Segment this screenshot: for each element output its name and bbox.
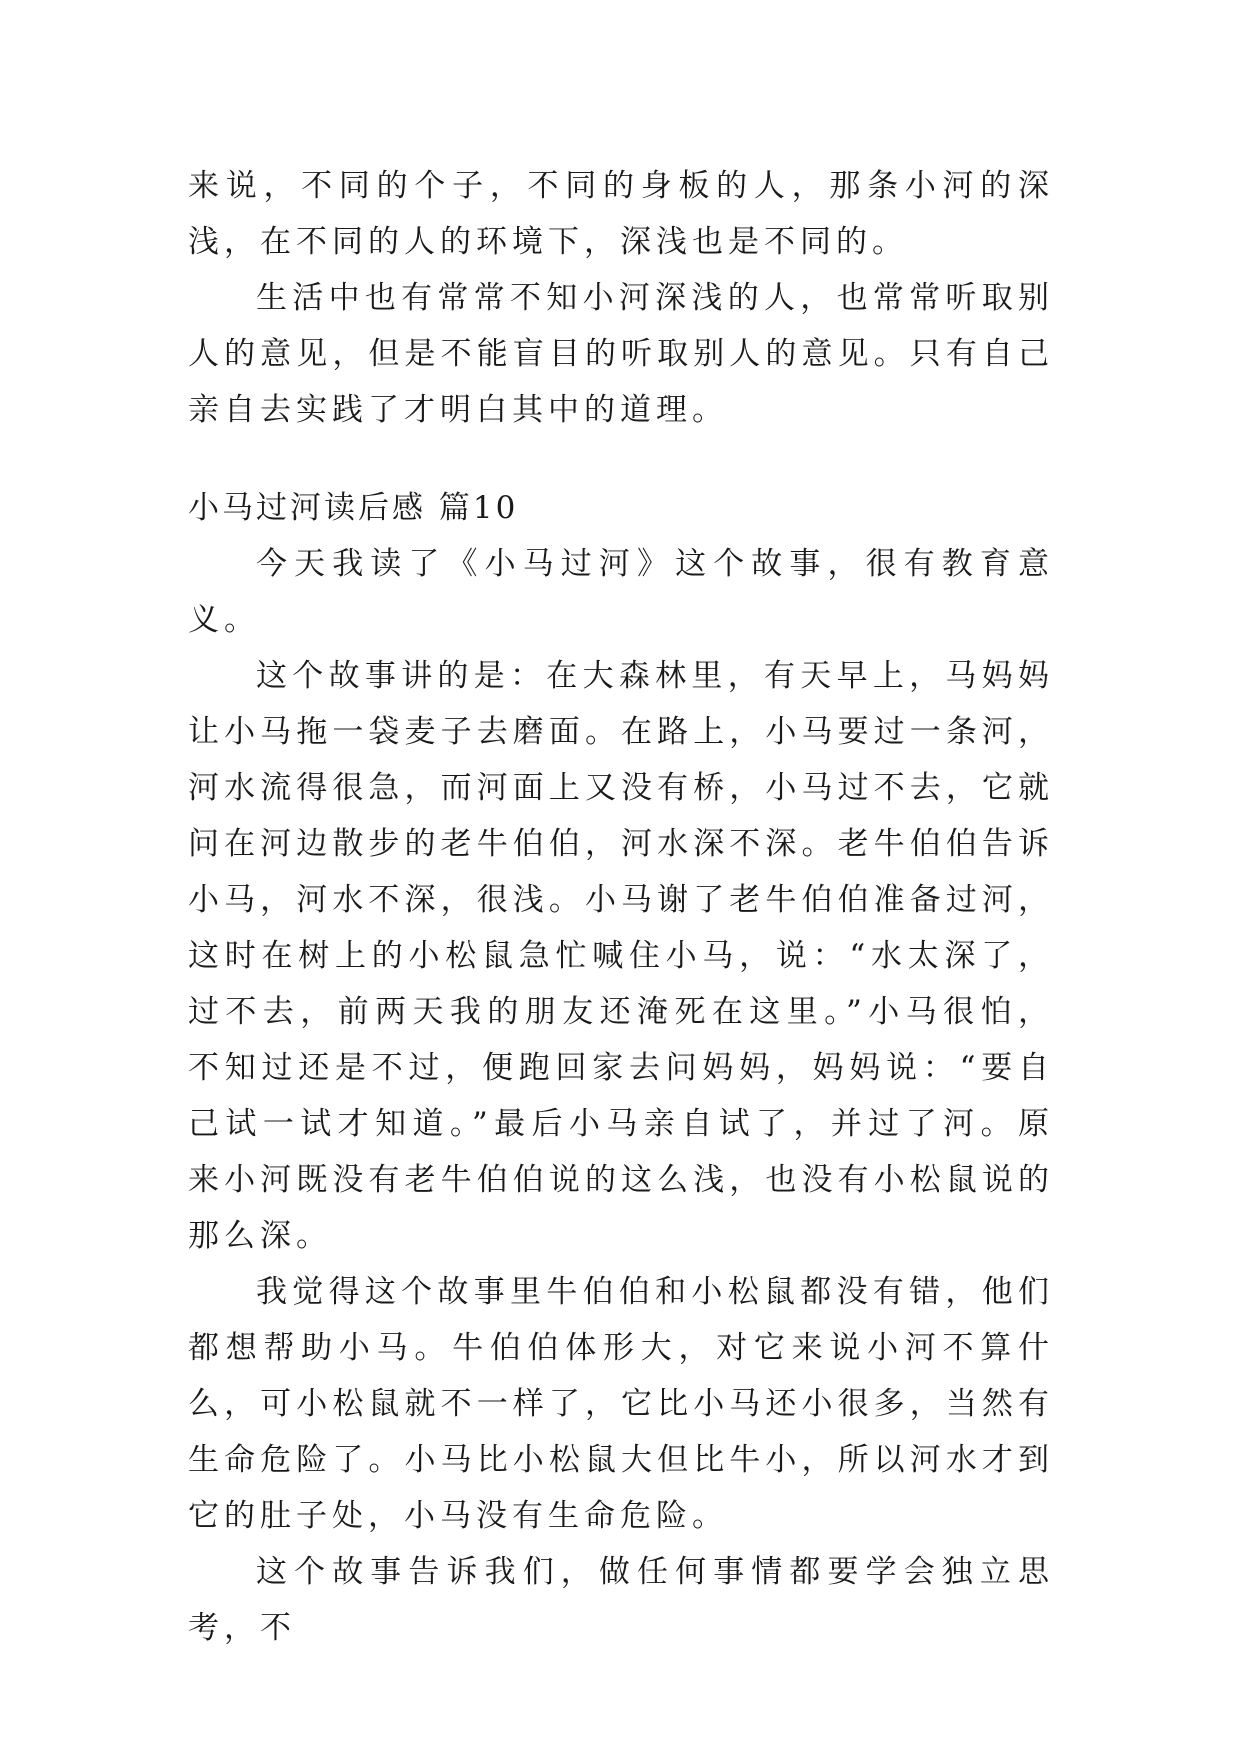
section-spacer: [188, 438, 1054, 480]
continued-paragraph: 来说，不同的个子，不同的身板的人，那条小河的深浅，在不同的人的环境下，深浅也是不同的。: [188, 168, 1054, 260]
document-body: [188, 158, 1054, 1656]
paragraph-intro: 今天我读了《小马过河》这个故事，很有教育意义。: [188, 546, 1054, 638]
paragraph-story: 这个故事讲的是：在大森林里，有天早上，马妈妈让小马拖一袋麦子去磨面。在路上，小马要过一条河，河水流得很急，而河面上又没有桥，小马过不去，它就问在河边散步的老牛伯伯，河水深不深。老牛伯伯告诉小马，河水不深，很浅。小马谢了老牛伯伯准备过河，这时在树上的小松鼠急忙喊住小马，说：“水太深了，过不去，前两天我的朋友还淹死在这里。”小马很怕，不知过还是不过，便跑回家去问妈妈，妈妈说：“要自己试一试才知道。”最后小马亲自试了，并过了河。原来小河既没有老牛伯伯说的这么浅，也没有小松鼠说的那么深。: [188, 658, 1054, 1254]
section-heading: 小马过河读后感 篇10: [188, 490, 519, 526]
paragraph-opinion: 我觉得这个故事里牛伯伯和小松鼠都没有错，他们都想帮助小马。牛伯伯体形大，对它来说小河不算什么，可小松鼠就不一样了，它比小马还小很多，当然有生命危险了。小马比小松鼠大但比牛小，所以河水才到它的肚子处，小马没有生命危险。: [188, 1274, 1054, 1534]
paragraph-life-reflection: 生活中也有常常不知小河深浅的人，也常常听取别人的意见，但是不能盲目的听取别人的意见。只有自己亲自去实践了才明白其中的道理。: [188, 280, 1054, 428]
paragraph-lesson: 这个故事告诉我们，做任何事情都要学会独立思考，不: [188, 1554, 1054, 1646]
